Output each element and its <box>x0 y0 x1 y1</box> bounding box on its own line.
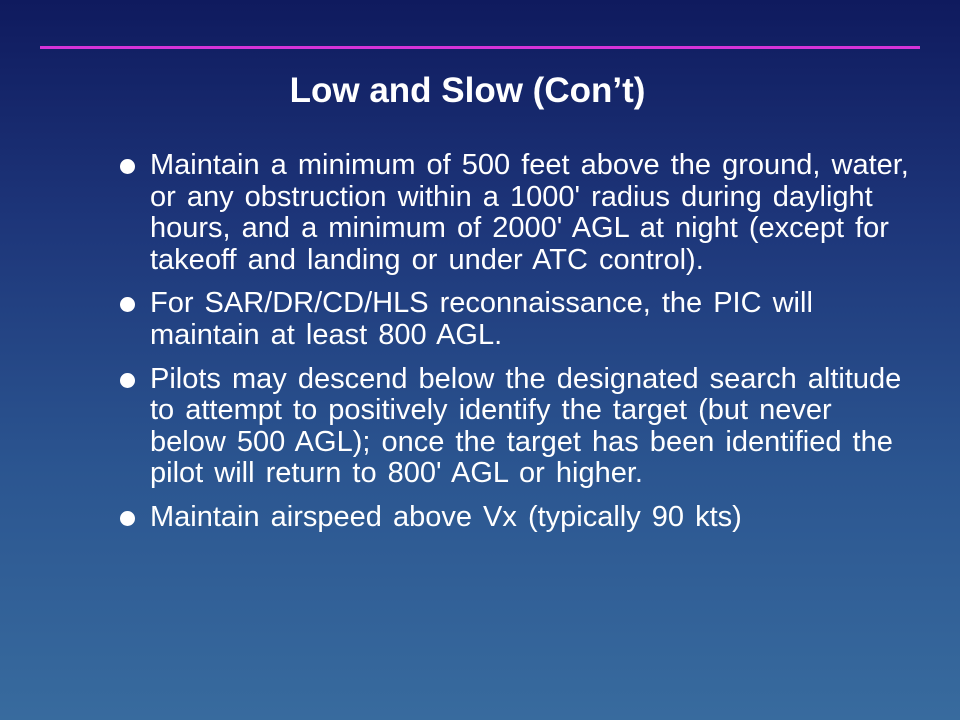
bullet-dot-icon <box>120 511 135 526</box>
bullet-text: Pilots may descend below the designated search altitude to attempt to positively identify the target (but never below 500 AGL); once the target has been identified the pilot will return to 800' AGL or higher. <box>150 362 902 490</box>
bullet-dot-icon <box>120 159 135 174</box>
bullet-text: Maintain airspeed above Vx (typically 90 kts) <box>150 500 742 533</box>
bullet-dot-icon <box>120 297 135 312</box>
bullet-list <box>114 150 914 546</box>
bullet-text: For SAR/DR/CD/HLS reconnaissance, the PIC will maintain at least 800 AGL. <box>150 287 813 351</box>
bullet-item <box>114 288 914 351</box>
bullet-text: Maintain a minimum of 500 feet above the ground, water, or any obstruction within a 1000' radius during daylight hours, and a minimum of 2000' AGL at night (except for takeoff and landing or under ATC control). <box>150 149 909 276</box>
slide-title: Low and Slow (Con’t) <box>289 71 646 110</box>
bullet-item <box>114 364 914 490</box>
bullet-item <box>114 150 914 276</box>
accent-rule <box>40 46 920 49</box>
bullet-dot-icon <box>120 373 135 388</box>
bullet-item <box>114 502 914 534</box>
